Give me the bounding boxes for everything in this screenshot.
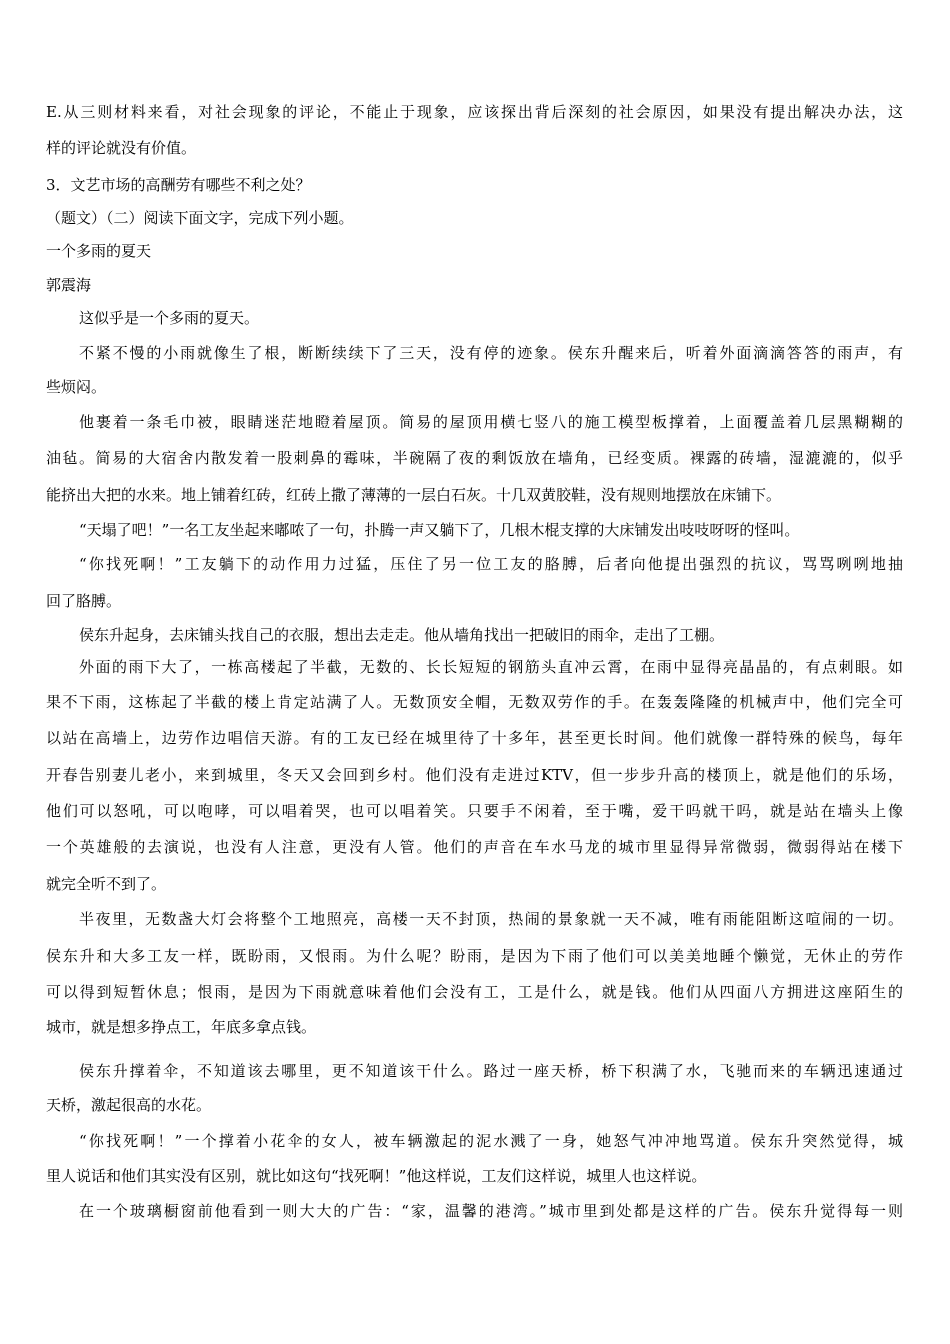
text-line: 侯东升和大多工友一样，既盼雨，又恨雨。为什么呢？盼雨，是因为下雨了他们可以美美地睡个懒觉，无休止的劳作: [46, 947, 903, 965]
text-line: 郭震海: [46, 276, 92, 294]
text-line: 他们可以怒吼，可以咆哮，可以唱着哭，也可以唱着笑。只要手不闲着，至于嘴，爱干吗就干吗，就是站在墙头上像: [46, 802, 903, 820]
text-line: 些烦闷。: [46, 378, 107, 396]
text-line: “天塌了吧！”一名工友坐起来嘟哝了一句，扑腾一声又躺下了，几根木棍支撑的大床铺发出吱吱呀呀的怪叫。: [79, 521, 800, 539]
text-line: 一个多雨的夏天: [46, 242, 152, 260]
text-line: 侯东升起身，去床铺头找自己的衣服，想出去走走。他从墙角找出一把破旧的雨伞，走出了工棚。: [79, 626, 725, 644]
text-line: （题文）（二）阅读下面文字，完成下列小题。: [46, 209, 354, 227]
text-line: 他裹着一条毛巾被，眼睛迷茫地瞪着屋顶。简易的屋顶用横七竖八的施工模型板撑着，上面覆盖着几层黑糊糊的: [79, 413, 903, 431]
text-line: 半夜里，无数盏大灯会将整个工地照亮，高楼一天不封顶，热闹的景象就一天不减，唯有雨能阻断这喧闹的一切。: [79, 910, 903, 928]
text-line: 3．文艺市场的高酬劳有哪些不利之处？: [46, 176, 311, 194]
text-line: 样的评论就没有价值。: [46, 139, 197, 157]
text-line: 可以得到短暂休息；恨雨，是因为下雨就意味着他们会没有工，工是什么，就是钱。他们从四面八方拥进这座陌生的: [46, 983, 903, 1001]
text-line: 这似乎是一个多雨的夏天。: [79, 309, 260, 327]
text-line: E.从三则材料来看，对社会现象的评论，不能止于现象，应该探出背后深刻的社会原因，如果没有提出解决办法，这: [46, 103, 903, 121]
text-line: 在一个玻璃橱窗前他看到一则大大的广告：“家，温馨的港湾。”城市里到处都是这样的广告。侯东升觉得每一则: [79, 1202, 903, 1220]
text-line: “你找死啊！”一个撑着小花伞的女人，被车辆激起的泥水溅了一身，她怒气冲冲地骂道。侯东升突然觉得，城: [79, 1132, 903, 1150]
text-line: 城市，就是想多挣点工，年底多拿点钱。: [46, 1018, 317, 1036]
text-line: “你找死啊！”工友躺下的动作用力过猛，压住了另一位工友的胳膊，后者向他提出强烈的抗议，骂骂咧咧地抽: [79, 555, 903, 573]
text-line: 一个英雄般的去演说，也没有人注意，更没有人管。他们的声音在车水马龙的城市里显得异常微弱，微弱得站在楼下: [46, 838, 903, 856]
text-line: 油毡。简易的大宿舍内散发着一股刺鼻的霉味，半碗隔了夜的剩饭放在墙角，已经变质。裸露的砖墙，湿漉漉的，似乎: [46, 449, 903, 467]
text-line: 里人说话和他们其实没有区别，就比如这句“找死啊！”他这样说，工友们这样说，城里人也这样说。: [46, 1167, 707, 1185]
text-line: 侯东升撑着伞，不知道该去哪里，更不知道该干什么。路过一座天桥，桥下积满了水，飞驰而来的车辆迅速通过: [79, 1062, 903, 1080]
text-line: 不紧不慢的小雨就像生了根，断断续续下了三天，没有停的迹象。侯东升醒来后，听着外面滴滴答答的雨声，有: [79, 344, 903, 362]
text-line: 果不下雨，这栋起了半截的楼上肯定站满了人。无数顶安全帽，无数双劳作的手。在轰轰隆隆的机械声中，他们完全可: [46, 693, 903, 711]
text-line: 以站在高墙上，边劳作边唱信天游。有的工友已经在城里待了十多年，甚至更长时间。他们就像一群特殊的候鸟，每年: [46, 729, 903, 747]
text-line: 就完全听不到了。: [46, 875, 167, 893]
text-line: 天桥，激起很高的水花。: [46, 1096, 212, 1114]
text-line: 能挤出大把的水来。地上铺着红砖，红砖上撒了薄薄的一层白石灰。十几双黄胶鞋，没有规则地摆放在床铺下。: [46, 486, 782, 504]
text-line: 开春告别妻儿老小，来到城里，冬天又会回到乡村。他们没有走进过KTV，但一步步升高的楼顶上，就是他们的乐场，: [46, 766, 903, 784]
text-line: 外面的雨下大了，一栋高楼起了半截，无数的、长长短短的钢筋头直冲云霄，在雨中显得亮晶晶的，有点刺眼。如: [79, 658, 903, 676]
text-line: 回了胳膊。: [46, 592, 122, 610]
